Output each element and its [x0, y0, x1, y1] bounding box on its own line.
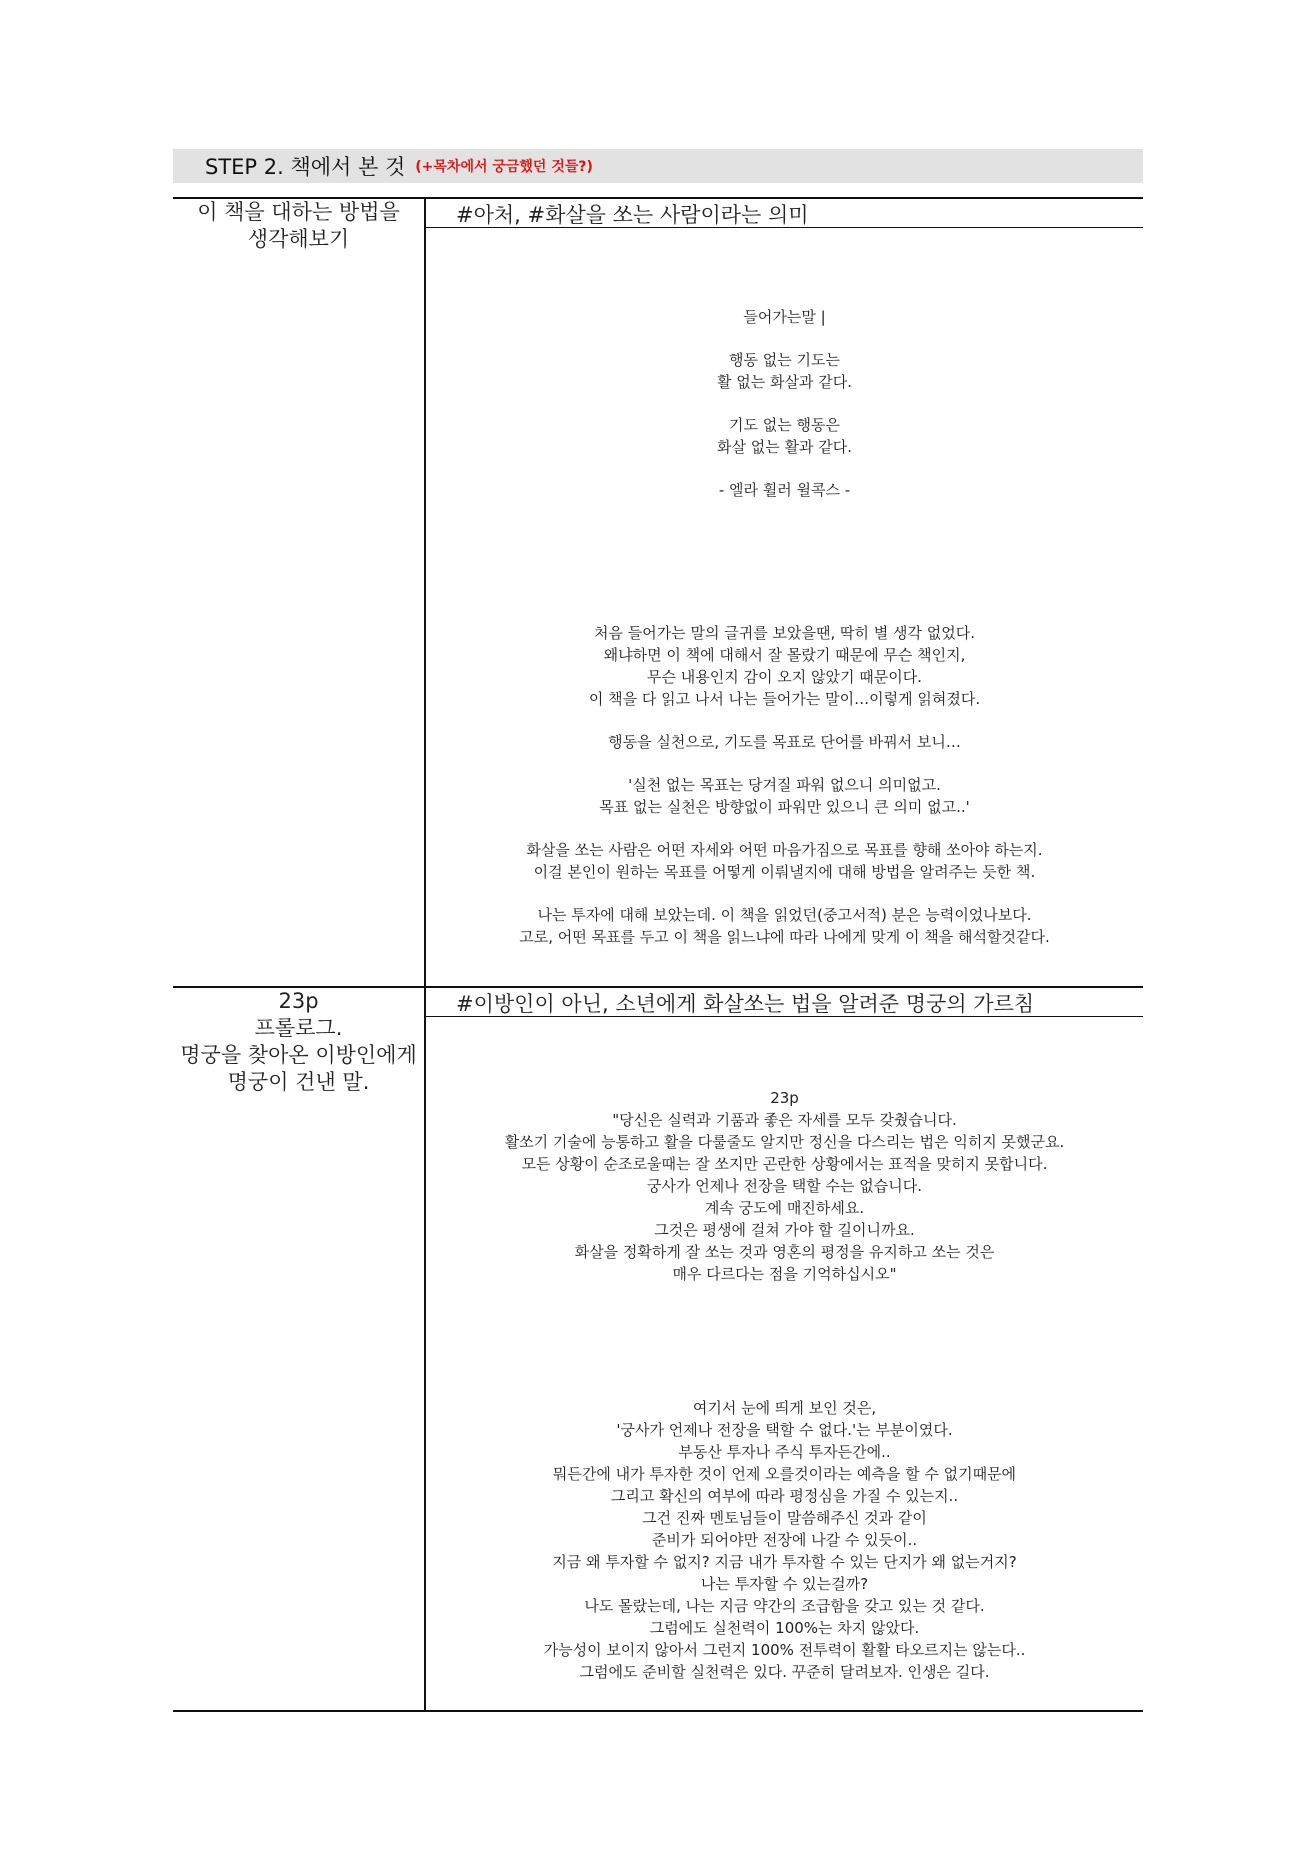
reflection-gap: [426, 753, 1143, 774]
quote-gap: [426, 393, 1143, 414]
section2-hash-title: #이방인이 아닌, 소년에게 화살쏘는 법을 알려준 명궁의 가르침: [456, 992, 1035, 1016]
reflection-line: 나도 몰랐는데, 나는 지금 약간의 조급함을 갖고 있는 것 같다.: [584, 1597, 985, 1615]
reflection-line: 그리고 확신의 여부에 따라 평정심을 가질 수 있는지..: [610, 1487, 959, 1505]
reflection-gap: [426, 710, 1143, 731]
step-subtitle: (+목차에서 궁금했던 것들?): [415, 159, 593, 175]
quote-line: 기도 없는 행동은: [729, 416, 840, 434]
reflection-line: 준비가 되어야만 전장에 나갈 수 있듯이..: [651, 1531, 918, 1549]
step-title: STEP 2. 책에서 본 것: [205, 155, 406, 179]
reflection-line: 화살을 쏘는 사람은 어떤 자세와 어떤 마음가짐으로 목표를 향해 쏘아야 하는지.: [526, 841, 1043, 859]
quote-line: 활 없는 화살과 같다.: [717, 373, 852, 391]
section1-left-cell: [173, 199, 424, 253]
quote-line: 행동 없는 기도는: [729, 351, 840, 369]
section1-hash-title: #아처, #화살을 쏘는 사람이라는 의미: [456, 203, 809, 227]
quote-gap: [426, 458, 1143, 479]
section1-reflection: [426, 622, 1143, 948]
reflection-line: '실천 없는 목표는 당겨질 파워 없으니 의미없고.: [628, 776, 941, 794]
reflection-line: 나는 투자할 수 있는걸까?: [700, 1575, 869, 1593]
reflection-line: 그건 진짜 멘토님들이 말씀해주신 것과 같이: [642, 1509, 927, 1527]
reflection-line: 고로, 어떤 목표를 두고 이 책을 읽느냐에 따라 나에게 맞게 이 책을 해석할것같다.: [519, 928, 1050, 946]
section2-left-line: 프롤로그.: [254, 1016, 343, 1040]
reflection-line: 그럼에도 준비할 실천력은 있다. 꾸준히 달려보자. 인생은 길다.: [579, 1663, 990, 1681]
section1-left-line: 이 책을 대하는 방법을: [197, 200, 400, 224]
section2-left-line: 명궁이 건낸 말.: [227, 1070, 370, 1094]
quote-line: 활쏘기 기술에 능통하고 활을 다룰줄도 알지만 정신을 다스리는 법은 익히지 못했군요.: [504, 1133, 1065, 1151]
reflection-line: 목표 없는 실천은 방향없이 파워만 있으니 큰 의미 없고..': [599, 798, 970, 816]
reflection-line: 지금 왜 투자할 수 없지? 지금 내가 투자할 수 있는 단지가 왜 없는거지?: [552, 1553, 1017, 1571]
quote-line: 화살 없는 활과 같다.: [717, 438, 852, 456]
quote-line: - 엘라 휠러 윌콕스 -: [718, 481, 851, 499]
step-header: [173, 149, 1143, 183]
reflection-line: 여기서 눈에 띄게 보인 것은,: [692, 1399, 877, 1417]
quote-line: 화살을 정확하게 잘 쏘는 것과 영혼의 평정을 유지하고 쏘는 것은: [574, 1243, 995, 1261]
reflection-line: 행동을 실천으로, 기도를 목표로 단어를 바꿔서 보니…: [608, 733, 961, 751]
reflection-line: 뭐든간에 내가 투자한 것이 언제 오를것이라는 예측을 할 수 없기때문에: [552, 1465, 1017, 1483]
section1-left-line: 생각해보기: [247, 227, 350, 251]
reflection-line: 나는 투자에 대해 보았는데. 이 책을 읽었던(중고서적) 분은 능력이었나보다.: [537, 906, 1032, 924]
reflection-line: 그럼에도 실천력이 100%는 차지 않았다.: [649, 1619, 920, 1637]
quote-line: 그것은 평생에 걸쳐 가야 할 길이니까요.: [654, 1221, 915, 1239]
section2-reflection: [426, 1397, 1143, 1683]
quote-line: "당신은 실력과 기품과 좋은 자세를 모두 갖췄습니다.: [612, 1111, 957, 1129]
section2-quote: [426, 1087, 1143, 1285]
reflection-line: 무슨 내용인지 감이 오지 않았기 때문이다.: [647, 668, 922, 686]
reflection-line: 처음 들어가는 말의 글귀를 보았을땐, 딱히 별 생각 없었다.: [594, 624, 975, 642]
reflection-line: 부동산 투자나 주식 투자든간에..: [678, 1443, 891, 1461]
quote-gap: [426, 328, 1143, 349]
section2-left-line: 명궁을 찾아온 이방인에게: [180, 1043, 417, 1067]
reflection-line: 가능성이 보이지 않아서 그런지 100% 전투력이 활활 타오르지는 않는다..: [543, 1641, 1026, 1659]
section2-left-cell: [173, 988, 424, 1096]
quote-line: 들어가는말 |: [743, 308, 826, 326]
quote-line: 매우 다르다는 점을 기억하십시오": [672, 1265, 897, 1283]
quote-line: 23p: [770, 1089, 799, 1107]
quote-line: 궁사가 언제나 전장을 택할 수는 없습니다.: [647, 1177, 922, 1195]
section2-left-line: 23p: [278, 989, 319, 1013]
reflection-gap: [426, 818, 1143, 839]
reflection-line: '궁사가 언제나 전장을 택할 수 없다.'는 부분이였다.: [616, 1421, 953, 1439]
reflection-line: 이 책을 다 읽고 나서 나는 들어가는 말이…이렇게 읽혀졌다.: [588, 690, 981, 708]
quote-line: 계속 궁도에 매진하세요.: [704, 1199, 865, 1217]
section1-quote: [426, 306, 1143, 501]
reflection-line: 왜냐하면 이 책에 대해서 잘 몰랐기 때문에 무슨 책인지,: [603, 646, 966, 664]
reflection-line: 이걸 본인이 원하는 목표를 어떻게 이뤄낼지에 대해 방법을 알려주는 듯한 책.: [533, 863, 1036, 881]
table-bottom-border: [173, 1710, 1143, 1712]
reflection-gap: [426, 883, 1143, 904]
quote-line: 모든 상황이 순조로울때는 잘 쏘지만 곤란한 상황에서는 표적을 맞히지 못합니다.: [521, 1155, 1048, 1173]
